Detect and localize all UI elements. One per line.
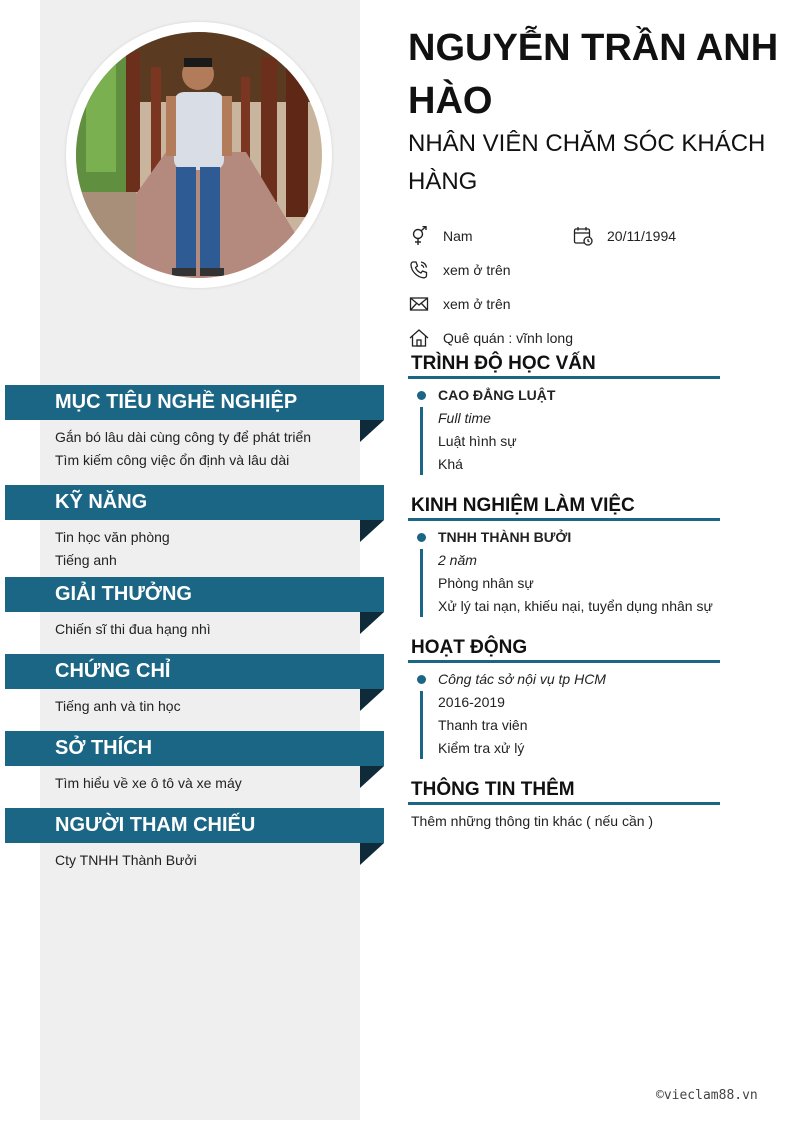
skills-heading: KỸ NĂNG [5, 485, 384, 520]
job-title: NHÂN VIÊN CHĂM SÓC KHÁCH HÀNG [408, 130, 766, 195]
experience-company: TNHH THÀNH BƯỞI [438, 529, 572, 545]
hometown-value: Quê quán : vĩnh long [443, 330, 573, 346]
additional-info-heading: THÔNG TIN THÊM [408, 779, 720, 805]
skill-item: Tiếng anh [55, 552, 117, 568]
phone-icon [408, 259, 430, 281]
activity-role: Thanh tra viên [438, 717, 528, 733]
timeline-bar [420, 407, 423, 475]
activity-organization: Công tác sở nội vụ tp HCM [438, 671, 606, 687]
certificate-item: Tiếng anh và tin học [55, 698, 181, 714]
ribbon-fold [360, 612, 384, 634]
avatar-frame [66, 22, 332, 288]
experience-duration: 2 năm [438, 552, 477, 568]
hobby-item: Tìm hiểu về xe ô tô và xe máy [55, 775, 242, 791]
award-item: Chiến sĩ thi đua hạng nhì [55, 621, 211, 637]
education-school: CAO ĐẲNG LUẬT [438, 387, 556, 403]
timeline-dot [417, 675, 426, 684]
certificates-heading: CHỨNG CHỈ [5, 654, 384, 689]
timeline-dot [417, 391, 426, 400]
hometown-row [408, 327, 573, 349]
gender-icon [408, 225, 430, 247]
phone-value: xem ở trên [443, 262, 511, 278]
skill-item: Tin học văn phòng [55, 529, 170, 545]
phone-row [408, 259, 511, 281]
experience-heading: KINH NGHIỆM LÀM VIỆC [408, 495, 720, 521]
reference-item: Cty TNHH Thành Bưởi [55, 852, 197, 868]
education-grade: Khá [438, 456, 463, 472]
career-objective-heading: MỤC TIÊU NGHỀ NGHIỆP [5, 385, 384, 420]
email-row [408, 293, 511, 315]
hobbies-heading: SỞ THÍCH [5, 731, 384, 766]
calendar-icon [572, 225, 594, 247]
activity-period: 2016-2019 [438, 694, 505, 710]
education-heading: TRÌNH ĐỘ HỌC VẤN [408, 353, 720, 379]
awards-heading: GIẢI THƯỞNG [5, 577, 384, 612]
additional-info-text: Thêm những thông tin khác ( nếu cần ) [411, 813, 654, 829]
timeline-dot [417, 533, 426, 542]
career-objective-line: Gắn bó lâu dài cùng công ty để phát triển [55, 429, 312, 445]
email-value: xem ở trên [443, 296, 511, 312]
ribbon-fold [360, 689, 384, 711]
activities-heading: HOẠT ĐỘNG [408, 637, 720, 663]
education-type: Full time [438, 410, 491, 426]
ribbon-fold [360, 766, 384, 788]
activity-task: Kiểm tra xử lý [438, 740, 525, 756]
career-objective-line: Tìm kiếm công việc ổn định và lâu dài [55, 452, 290, 468]
candidate-name: NGUYỄN TRẦN ANH HÀO [408, 27, 779, 122]
timeline-bar [420, 549, 423, 617]
education-major: Luật hình sự [438, 433, 517, 449]
gender-value: Nam [443, 228, 473, 244]
references-heading: NGƯỜI THAM CHIẾU [5, 808, 384, 843]
ribbon-fold [360, 520, 384, 542]
ribbon-fold [360, 843, 384, 865]
experience-department: Phòng nhân sự [438, 575, 534, 591]
birthday-value: 20/11/1994 [607, 228, 677, 244]
gender-row [408, 225, 473, 247]
birthday-row [572, 225, 676, 247]
watermark: ©vieclam88.vn [656, 1088, 758, 1103]
experience-duties: Xử lý tai nạn, khiếu nại, tuyển dụng nhân sự [438, 598, 713, 614]
envelope-icon [408, 293, 430, 315]
timeline-bar [420, 691, 423, 759]
ribbon-fold [360, 420, 384, 442]
avatar [76, 32, 322, 278]
home-icon [408, 327, 430, 349]
